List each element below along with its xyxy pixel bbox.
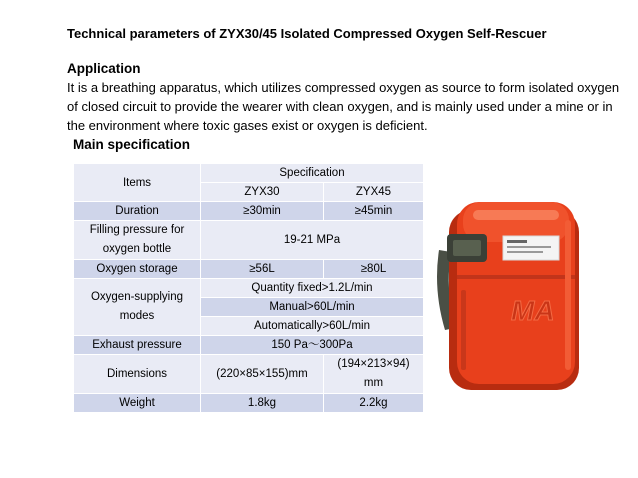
self-rescuer-product-image (427, 180, 597, 400)
filling-pressure-label-line2: oxygen bottle (102, 243, 172, 255)
dimensions-zyx45-line2: mm (363, 377, 384, 389)
table-row (74, 221, 424, 260)
table-row (74, 202, 424, 221)
oxygen-storage-zyx30: ≥56L (201, 260, 324, 279)
supply-mode-automatic: Automatically>60L/min (201, 317, 424, 336)
table-row (74, 336, 424, 355)
dimensions-zyx45-line1: (194×213×94) (337, 358, 410, 370)
oxygen-storage-label: Oxygen storage (74, 260, 201, 279)
weight-label: Weight (74, 394, 201, 413)
duration-label: Duration (74, 202, 201, 221)
filling-pressure-label (74, 221, 201, 260)
exhaust-pressure-label: Exhaust pressure (74, 336, 201, 355)
filling-pressure-value: 19-21 MPa (201, 221, 424, 260)
specification-table (73, 163, 424, 413)
ma-embossed-text: MA (511, 295, 555, 326)
supply-mode-quantity-fixed: Quantity fixed>1.2L/min (201, 279, 424, 298)
table-row (74, 260, 424, 279)
oxygen-supplying-label (74, 279, 201, 336)
model-header-zyx30: ZYX30 (201, 183, 324, 202)
filling-pressure-label-line1: Filling pressure for (89, 224, 185, 236)
table-row (74, 279, 424, 298)
supply-mode-manual: Manual>60L/min (201, 298, 424, 317)
specification-heading: Main specification (73, 137, 191, 152)
dimensions-zyx30: (220×85×155)mm (201, 355, 324, 394)
page-title: Technical parameters of ZYX30/45 Isolated Compressed Oxygen Self-Rescuer (67, 26, 547, 41)
dimensions-zyx45 (324, 355, 424, 394)
table-row (74, 164, 424, 183)
table-row (74, 355, 424, 394)
table-row (74, 394, 424, 413)
exhaust-pressure-value: 150 Pa～300Pa (201, 336, 424, 355)
dimensions-label: Dimensions (74, 355, 201, 394)
specification-header: Specification (201, 164, 424, 183)
application-heading: Application (67, 61, 141, 76)
weight-zyx45: 2.2kg (324, 394, 424, 413)
items-header: Items (74, 164, 201, 202)
duration-zyx45: ≥45min (324, 202, 424, 221)
oxygen-storage-zyx45: ≥80L (324, 260, 424, 279)
model-header-zyx45: ZYX45 (324, 183, 424, 202)
duration-zyx30: ≥30min (201, 202, 324, 221)
application-text: It is a breathing apparatus, which utilizes compressed oxygen as source to form isolated oxygen of closed circuit to provide the wearer with clean oxygen, and is mainly used under a mine or in the environment where toxic gases exist or oxygen is deficient. (67, 80, 620, 133)
oxygen-supplying-label-line1: Oxygen-supplying (90, 291, 184, 303)
oxygen-supplying-label-line2: modes (119, 310, 155, 322)
weight-zyx30: 1.8kg (201, 394, 324, 413)
